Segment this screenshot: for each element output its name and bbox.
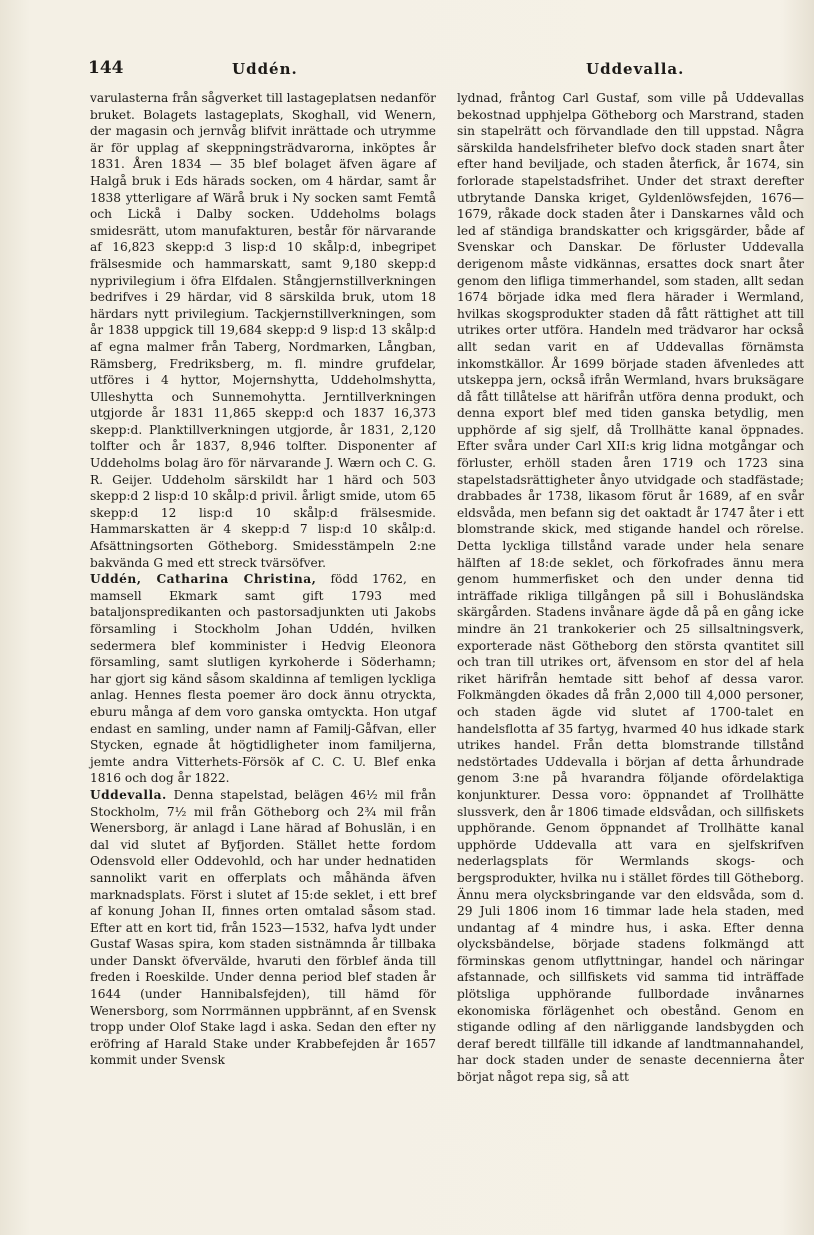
right-column: [457, 90, 804, 1086]
entry-text: född 1762, en mamsell Ekmark samt gift 1793 med bataljonspredikanten och pastorsadjunkten uti Jakobs församling i Stockholm Johan Uddén, hvilken sedermera blef komminister i Hedvig Eleonora församling, samt slutligen kyrkoherde i Söderhamn; har gjort sig känd såsom skaldinna af temligen lyckliga anlag. Hennes flesta poemer äro dock ännu otryckta, eburu många af dem voro ganska omtyckta. Hon utgaf endast en samling, under namn af Familj-Gåfvan, eller Stycken, egnade åt högtidligheter inom familjerna, jemte andra Vitterhets-Försök af C. C. U. Blef enka 1816 och dog år 1822.: [90, 572, 437, 786]
right-running-head: Uddevalla.: [586, 60, 685, 78]
left-column: [90, 90, 436, 1069]
paragraph-text: lydnad, fråntog Carl Gustaf, som ville på Uddevallas bekostnad upphjelpa Götheborg och Marstrand, staden sin stapelrätt och förvandlade den till uppstad. Några särskilda handelsfriheter blefvo dock staden snart åter efter hand beviljade, och staden återfick, år 1674, sin forlorade stapelstadsfrihet. Under det straxt derefter utbrytande Danska kriget, Gyldenlöwsfejden, 1676—1679, råkade dock staden åter i Danskarnes våld och led af ständiga brandskatter och krigsgärder, både af Svenskar och Danskar. De förluster Uddevalla derigenom måste vidkännas, ersattes dock snart åter genom den lifliga timmerhandel, som staden, allt sedan 1674 började idka med flera härader i Wermland, hvilkas skogsprodukter staden då fått rättighet att till utrikes orter utföra. Handeln med trädvaror har också allt sedan varit en af Uddevallas förnämsta inkomstkällor. År 1699 började staden äfvenledes att utskeppa jern, också ifrån Wermland, hvars bruksägare då fått tillåtelse att härifrån utföra denna produkt, och denna export blef med tiden ganska betydlig, men upphörde af sig sjelf, då Trollhätte kanal öppnades. Efter svåra under Carl XII:s krig lidna motgångar och förluster, erhöll staden åren 1719 och 1723 sina stapelstadsrättigheter ånyo utvidgade och stadfästade; drabbades år 1738, likasom förut år 1689, af en svår eldsvåda, men befann sig det oaktadt år 1747 åter i ett blomstrande skick, med stigande handel och rörelse. Detta lyckliga tillstånd varade under hela senare hälften af 18:de seklet, och förkofrades ännu mera genom hummerfisket och den under denna tid inträffade rikliga tillgången på sill i Bohusländska skärgården. Stadens invånare ägde då på en gång icke mindre än 21 trankokerier och 25 sillsaltningsverk, exporterade näst Götheborg den största qvantitet sill och tran till utrikes ort, äfvensom en stor del af hela riket härifrån hemtade sitt behof af dessa varor. Folkmängden ökades då från 2,000 till 4,000 personer, och staden ägde vid slutet af 1700-talet en handelsflotta af 35 fartyg, hvarmed 40 hus idkade stark utrikes handel. Från detta blomstrande tillstånd nedstörtades Uddevalla i början af detta århundrade genom 3:ne på hvarandra följande ofördelaktiga konjunkturer. Dessa voro: öppnandet af Trollhätte slussverk, den år 1806 timade eldsvådan, och sillfiskets upphörande. Genom öppnandet af Trollhätte kanal upphörde Uddevalla att vara en sjelfskrifven nederlagsplats för Wermlands skogs- och bergsprodukter, hvilka nu i stället fördes till Götheborg. Ännu mera olycksbringande var den eldsvåda, som d. 29 Juli 1806 inom 16 timmar lade hela staden, med undantag af 4 mindre hus, i aska. Efter denna olycksbändelse, började stadens folkmängd att förminskas genom utflyttningar, handel och näringar afstannade, och sillfiskets vid samma tid inträffade plötsliga upphörande fullbordade invånarnes ekonomiska förlägenhet och obestånd. Genom en stigande odling af den närliggande landsbygden och deraf beredt tillfälle till idkande af landtmannahandel, har dock staden under de senaste decennierna åter börjat något repa sig, så att: [457, 91, 804, 1085]
entry-udden: [90, 571, 436, 787]
entry-text: Denna stapelstad, belägen 46½ mil från Stockholm, 7½ mil från Götheborg och 2¾ mil från Wenersborg, är anlagd i Lane härad af Bohuslän, i en dal vid slutet af Byfjorden. Stället hette fordom Odensvold eller Oddevohld, och har under hednatiden sannolikt varit en offerplats och måhända äfven marknadsplats. Först i slutet af 15:de seklet, i ett bref af konung Johan II, finnes orten omtalad såsom stad. Efter att en kort tid, från 1523—1532, hafva lydt under Gustaf Wasas spira, kom staden sistnämnda år tillbaka under Danskt öfvervälde, hvaruti den förblef ända till freden i Roeskilde. Under denna period blef staden år 1644 (under Hannibalsfejden), till hämd för Wenersborg, som Norrmännen uppbrännt, af en Svensk tropp under Olof Stake lagd i aska. Sedan den efter ny eröfring af Harald Stake under Krabbefejden år 1657 kommit under Svensk: [90, 787, 436, 1068]
left-running-head: Uddén.: [232, 60, 298, 78]
page-number: 144: [88, 58, 124, 78]
paragraph-text: varulasterna från sågverket till lastageplatsen nedanför bruket. Bolagets lastageplats, Skoghall, vid Wenern, der magasin och jernvåg blifvit inrättade och utrymme är för upplag af skeppningsträdvarorna, inköptes år 1831. Åren 1834 — 35 blef bolaget äfven ägare af Halgå bruk i Eds härads socken, om 4 härdar, samt år 1838 ytterligare af Wärå bruk i Ny socken samt Femtå och Lickå i Dalby socken. Uddeholms bolags smidesrätt, utom manufakturen, består för närvarande af 16,823 skepp:d 3 lisp:d 10 skålp:d, inbegripet frälsesmide och hammarskatt, samt 9,180 skepp:d nyprivilegium i öfra Elfdalen. Stångjernstillverkningen bedrifves i 29 härdar, vid 8 särskilda bruk, utom 18 härdars nytt privilegium. Tackjernstillverkningen, som år 1838 uppgick till 19,684 skepp:d 9 lisp:d 13 skålp:d af egna malmer från Taberg, Nordmarken, Långban, Rämsberg, Fredriksberg, m. fl. mindre grufdelar, utföres i 4 hyttor, Mojernshytta, Uddeholmshytta, Ulleshytta och Sunnemohytta. Jerntillverkningen utgjorde år 1831 11,865 skepp:d och 1837 16,373 skepp:d. Planktillverkningen utgjorde, år 1831, 2,120 tolfter och år 1837, 8,946 tolfter. Disponenter af Uddeholms bolag äro för närvarande J. Wærn och C. G. R. Geijer. Uddeholm särskildt har 1 härd och 503 skepp:d 2 lisp:d 10 skålp:d privil. årligt smide, utom 65 skepp:d 12 lisp:d 10 skålp:d frälsesmide. Hammarskatten är 4 skepp:d 7 lisp:d 10 skålp:d. Afsättningsorten Götheborg. Smidesstämpeln 2:ne bakvända G med ett streck tvärsöfver.: [90, 91, 436, 570]
page-header: [0, 58, 814, 84]
entry-headword: Uddén, Catharina Christina,: [90, 572, 317, 587]
entry-headword: Uddevalla.: [90, 787, 167, 802]
entry-uddevalla: [90, 787, 436, 1069]
paragraph-uddeholm-continued: [90, 90, 436, 571]
paragraph-uddevalla-continued: [457, 90, 804, 1086]
